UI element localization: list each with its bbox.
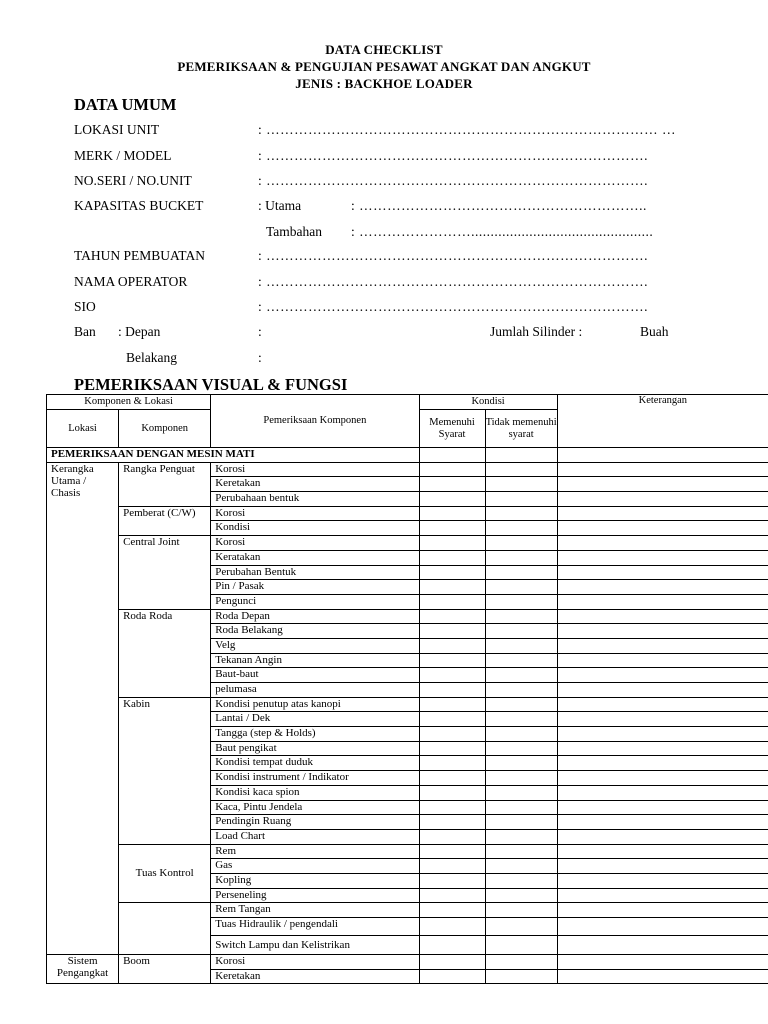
keterangan-cell[interactable] [557, 653, 768, 668]
memenuhi-cell[interactable] [419, 712, 485, 727]
tidak-memenuhi-cell[interactable] [485, 859, 557, 874]
tidak-memenuhi-cell[interactable] [485, 477, 557, 492]
keterangan-cell[interactable] [557, 888, 768, 903]
keterangan-cell[interactable] [557, 492, 768, 507]
sio-field[interactable]: : ………………………………………………………………………. [258, 299, 649, 314]
memenuhi-cell[interactable] [419, 668, 485, 683]
memenuhi-cell[interactable] [419, 697, 485, 712]
tidak-memenuhi-cell[interactable] [485, 683, 557, 698]
lokasi-label: LOKASI UNIT [74, 122, 160, 137]
memenuhi-cell[interactable] [419, 594, 485, 609]
item-label: Rem [211, 844, 419, 859]
memenuhi-cell[interactable] [419, 969, 485, 984]
item-label: Kondisi [211, 521, 419, 536]
tidak-memenuhi-cell[interactable] [485, 565, 557, 580]
item-label: Load Chart [211, 829, 419, 844]
memenuhi-cell[interactable] [419, 903, 485, 918]
doc-title: DATA CHECKLIST [325, 42, 443, 57]
memenuhi-cell[interactable] [419, 477, 485, 492]
keterangan-cell[interactable] [557, 668, 768, 683]
tidak-memenuhi-cell[interactable] [485, 888, 557, 903]
keterangan-cell[interactable] [557, 727, 768, 742]
keterangan-cell[interactable] [557, 955, 768, 970]
item-label: Tuas Hidraulik / pengendali [211, 918, 419, 936]
kapasitas-label: KAPASITAS BUCKET [74, 198, 204, 213]
memenuhi-cell[interactable] [419, 844, 485, 859]
keterangan-cell[interactable] [557, 594, 768, 609]
depan-label: : Depan [118, 324, 161, 339]
item-label: Tekanan Angin [211, 653, 419, 668]
item-label: Gas [211, 859, 419, 874]
item-label: Roda Depan [211, 609, 419, 624]
keterangan-cell[interactable] [557, 903, 768, 918]
checklist-table [46, 394, 768, 984]
col-keterangan: Keterangan [557, 395, 768, 448]
merk-label: MERK / MODEL [74, 148, 172, 163]
tidak-memenuhi-cell[interactable] [485, 536, 557, 551]
item-label: Keretakan [211, 477, 419, 492]
tidak-memenuhi-cell[interactable] [485, 955, 557, 970]
item-label: Velg [211, 638, 419, 653]
keterangan-cell[interactable] [557, 536, 768, 551]
tidak-memenuhi-cell[interactable] [485, 756, 557, 771]
item-label: Switch Lampu dan Kelistrikan [211, 936, 419, 955]
keterangan-cell[interactable] [557, 936, 768, 955]
memenuhi-cell[interactable] [419, 609, 485, 624]
tidak-memenuhi-cell[interactable] [485, 903, 557, 918]
noseri-label: NO.SERI / NO.UNIT [74, 173, 192, 188]
keterangan-cell[interactable] [557, 521, 768, 536]
section-mesin-mati: PEMERIKSAAN DENGAN MESIN MATI [47, 448, 420, 463]
tidak-memenuhi-cell[interactable] [485, 785, 557, 800]
tambahan-row [74, 224, 714, 244]
tidak-memenuhi-cell[interactable] [485, 771, 557, 786]
item-label: Kondisi instrument / Indikator [211, 771, 419, 786]
tidak-memenuhi-cell[interactable] [485, 712, 557, 727]
memenuhi-cell[interactable] [419, 624, 485, 639]
memenuhi-cell[interactable] [419, 785, 485, 800]
keterangan-cell[interactable] [557, 565, 768, 580]
depan-colon[interactable]: : [258, 324, 262, 339]
tidak-memenuhi-cell[interactable] [485, 697, 557, 712]
lokasi-row [74, 122, 714, 142]
keterangan-cell[interactable] [557, 785, 768, 800]
memenuhi-cell[interactable] [419, 521, 485, 536]
item-label: Lantai / Dek [211, 712, 419, 727]
tidak-memenuhi-cell[interactable] [485, 492, 557, 507]
lokasi-sistem-pengangkat: Sistem Pengangkat [47, 955, 119, 984]
ban-row [74, 324, 714, 344]
kapasitas-row [74, 198, 714, 218]
item-label: Perseneling [211, 888, 419, 903]
keterangan-cell[interactable] [557, 697, 768, 712]
col-lokasi: Lokasi [47, 410, 119, 448]
tidak-memenuhi-cell[interactable] [485, 815, 557, 830]
memenuhi-cell[interactable] [419, 955, 485, 970]
komponen-kabin: Kabin [119, 697, 211, 844]
item-label: Korosi [211, 462, 419, 477]
item-label: Kaca, Pintu Jendela [211, 800, 419, 815]
merk-row [74, 148, 714, 168]
memenuhi-cell[interactable] [419, 462, 485, 477]
komponen-central-joint: Central Joint [119, 536, 211, 609]
memenuhi-cell[interactable] [419, 756, 485, 771]
tambahan-field[interactable]: : ……………………............................................... [351, 224, 654, 239]
tidak-memenuhi-cell[interactable] [485, 506, 557, 521]
memenuhi-cell[interactable] [419, 888, 485, 903]
tahun-row [74, 248, 714, 268]
keterangan-cell[interactable] [557, 756, 768, 771]
memenuhi-cell[interactable] [419, 550, 485, 565]
item-label: Baut-baut [211, 668, 419, 683]
item-label: Baut pengikat [211, 741, 419, 756]
item-label: Keretakan [211, 969, 419, 984]
keterangan-cell[interactable] [557, 969, 768, 984]
item-label: Korosi [211, 536, 419, 551]
keterangan-cell[interactable] [557, 580, 768, 595]
tidak-memenuhi-cell[interactable] [485, 844, 557, 859]
komponen-blank [119, 903, 211, 955]
item-label: Keratakan [211, 550, 419, 565]
col-memenuhi: Memenuhi Syarat [419, 410, 485, 448]
data-umum-heading: DATA UMUM [74, 95, 177, 114]
keterangan-cell[interactable] [557, 462, 768, 477]
memenuhi-cell[interactable] [419, 815, 485, 830]
tidak-memenuhi-cell[interactable] [485, 521, 557, 536]
tidak-memenuhi-cell[interactable] [485, 653, 557, 668]
keterangan-cell[interactable] [557, 815, 768, 830]
keterangan-cell[interactable] [557, 550, 768, 565]
noseri-row [74, 173, 714, 193]
item-label: Kopling [211, 873, 419, 888]
memenuhi-cell[interactable] [419, 771, 485, 786]
noseri-field[interactable]: : ………………………………………………………………………. [258, 173, 649, 188]
tidak-memenuhi-cell[interactable] [485, 609, 557, 624]
keterangan-cell[interactable] [557, 873, 768, 888]
memenuhi-cell[interactable] [419, 918, 485, 936]
operator-label: NAMA OPERATOR [74, 274, 188, 289]
tidak-memenuhi-cell[interactable] [485, 918, 557, 936]
memenuhi-cell[interactable] [419, 741, 485, 756]
tidak-memenuhi-cell[interactable] [485, 873, 557, 888]
item-label: Pin / Pasak [211, 580, 419, 595]
ban-label: Ban [74, 324, 96, 339]
tidak-memenuhi-cell[interactable] [485, 624, 557, 639]
keterangan-cell[interactable] [557, 638, 768, 653]
item-label: Perubahan Bentuk [211, 565, 419, 580]
tahun-label: TAHUN PEMBUATAN [74, 248, 205, 263]
tidak-memenuhi-cell[interactable] [485, 668, 557, 683]
tidak-memenuhi-cell[interactable] [485, 969, 557, 984]
keterangan-cell[interactable] [557, 771, 768, 786]
jumlah-silinder-label: Jumlah Silinder : [490, 324, 583, 339]
keterangan-cell[interactable] [557, 609, 768, 624]
keterangan-cell[interactable] [557, 918, 768, 936]
belakang-label: Belakang [126, 350, 177, 365]
buah-label: Buah [640, 324, 669, 339]
keterangan-cell[interactable] [557, 477, 768, 492]
operator-field[interactable]: : ………………………………………………………………………. [258, 274, 649, 289]
memenuhi-cell[interactable] [419, 800, 485, 815]
tidak-memenuhi-cell[interactable] [485, 800, 557, 815]
lokasi-field[interactable]: : ………………………………………………………………………… … [258, 122, 677, 137]
keterangan-cell[interactable] [557, 800, 768, 815]
operator-row [74, 274, 714, 294]
col-tidak-memenuhi: Tidak memenuhi syarat [485, 410, 557, 448]
memenuhi-cell[interactable] [419, 936, 485, 955]
memenuhi-cell[interactable] [419, 506, 485, 521]
col-komponen: Komponen [119, 410, 211, 448]
memenuhi-cell[interactable] [419, 859, 485, 874]
merk-field[interactable]: : ………………………………………………………………………. [258, 148, 649, 163]
tidak-memenuhi-cell[interactable] [485, 936, 557, 955]
item-label: Kondisi tempat duduk [211, 756, 419, 771]
belakang-row [74, 350, 714, 370]
keterangan-cell[interactable] [557, 506, 768, 521]
keterangan-cell[interactable] [557, 859, 768, 874]
sio-row [74, 299, 714, 319]
tidak-memenuhi-cell[interactable] [485, 638, 557, 653]
item-label: Pengunci [211, 594, 419, 609]
memenuhi-cell[interactable] [419, 638, 485, 653]
tidak-memenuhi-cell[interactable] [485, 550, 557, 565]
keterangan-cell[interactable] [557, 829, 768, 844]
tidak-memenuhi-cell[interactable] [485, 462, 557, 477]
memenuhi-cell[interactable] [419, 873, 485, 888]
col-kondisi: Kondisi [419, 395, 557, 410]
item-label: Perubahaan bentuk [211, 492, 419, 507]
memenuhi-cell[interactable] [419, 565, 485, 580]
doc-subtitle: PEMERIKSAAN & PENGUJIAN PESAWAT ANGKAT DAN ANGKUT [177, 59, 591, 74]
memenuhi-cell[interactable] [419, 727, 485, 742]
keterangan-cell[interactable] [557, 741, 768, 756]
tidak-memenuhi-cell[interactable] [485, 580, 557, 595]
item-label: Korosi [211, 506, 419, 521]
visual-heading: PEMERIKSAAN VISUAL & FUNGSI [74, 375, 348, 394]
utama-field[interactable]: : …………………………………………………….. [351, 198, 647, 213]
item-label: Rem Tangan [211, 903, 419, 918]
sio-label: SIO [74, 299, 96, 314]
doc-type: JENIS : BACKHOE LOADER [295, 76, 473, 91]
item-label: Kondisi kaca spion [211, 785, 419, 800]
item-label: Kondisi penutup atas kanopi [211, 697, 419, 712]
lokasi-kerangka: Kerangka Utama / Chasis [47, 462, 119, 954]
utama-label: : Utama [258, 198, 302, 213]
tidak-memenuhi-cell[interactable] [485, 594, 557, 609]
belakang-colon[interactable]: : [258, 350, 262, 365]
komponen-roda: Roda Roda [119, 609, 211, 697]
memenuhi-cell[interactable] [419, 653, 485, 668]
keterangan-cell[interactable] [557, 712, 768, 727]
item-label: Pendingin Ruang [211, 815, 419, 830]
memenuhi-cell[interactable] [419, 829, 485, 844]
komponen-tuas-kontrol: Tuas Kontrol [119, 844, 211, 903]
item-label: pelumasa [211, 683, 419, 698]
memenuhi-cell[interactable] [419, 580, 485, 595]
col-pemeriksaan: Pemeriksaan Komponen [211, 395, 419, 448]
tambahan-label: Tambahan [266, 224, 323, 239]
memenuhi-cell[interactable] [419, 683, 485, 698]
keterangan-cell[interactable] [557, 683, 768, 698]
memenuhi-cell[interactable] [419, 536, 485, 551]
keterangan-cell[interactable] [557, 844, 768, 859]
komponen-boom: Boom [119, 955, 211, 984]
tidak-memenuhi-cell[interactable] [485, 741, 557, 756]
item-label: Tangga (step & Holds) [211, 727, 419, 742]
item-label: Roda Belakang [211, 624, 419, 639]
keterangan-cell[interactable] [557, 624, 768, 639]
memenuhi-cell[interactable] [419, 492, 485, 507]
komponen-rangka: Rangka Penguat [119, 462, 211, 506]
item-label: Korosi [211, 955, 419, 970]
tahun-field[interactable]: : ………………………………………………………………………. [258, 248, 649, 263]
col-komponen-lokasi: Komponen & Lokasi [47, 395, 211, 410]
tidak-memenuhi-cell[interactable] [485, 727, 557, 742]
komponen-pemberat: Pemberat (C/W) [119, 506, 211, 535]
tidak-memenuhi-cell[interactable] [485, 829, 557, 844]
